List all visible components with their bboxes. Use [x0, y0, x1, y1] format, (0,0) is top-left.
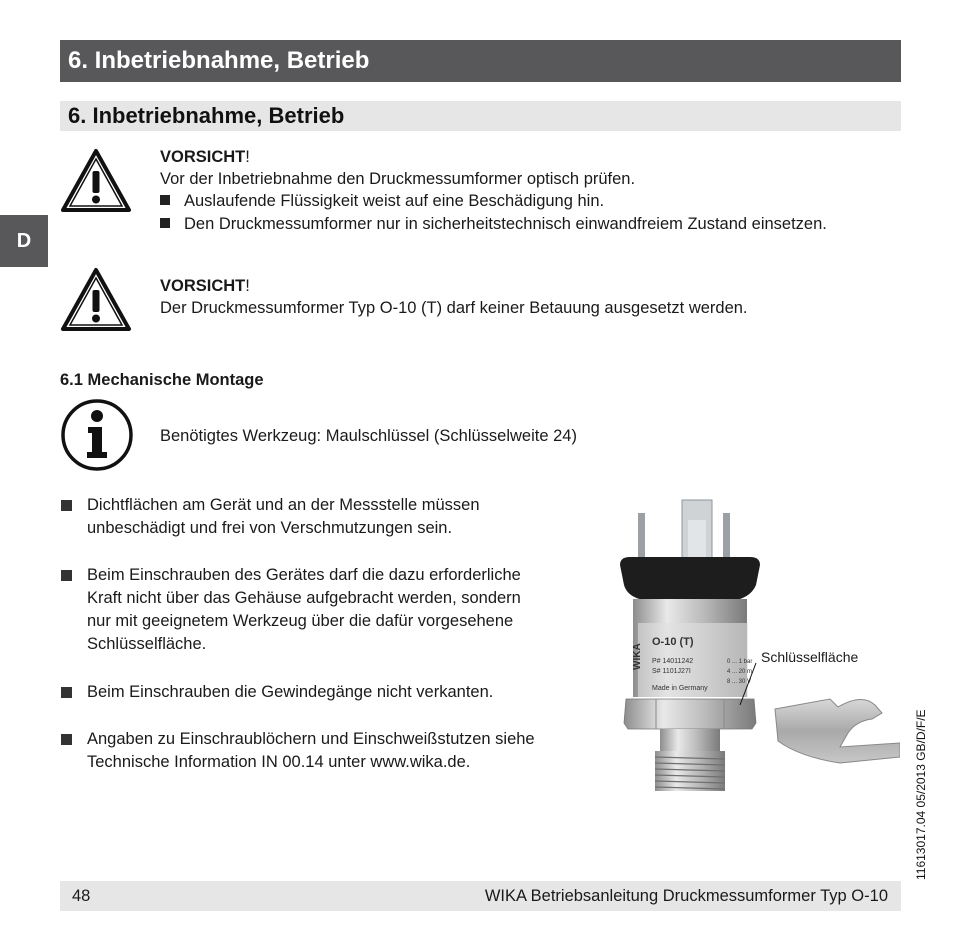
language-tab[interactable]: D	[0, 215, 48, 267]
list-item: Beim Einschrauben die Gewindegänge nicht verkanten.	[61, 681, 601, 706]
label-pn: P# 14011242	[652, 658, 694, 665]
neck	[660, 729, 720, 751]
open-end-wrench	[775, 699, 900, 763]
footer-title: WIKA Betriebsanleitung Druckmessumformer Typ O-10	[484, 887, 888, 905]
caution-2-heading: VORSICHT!	[160, 277, 250, 295]
list-item: Angaben zu Einschraublöchern und Einschweißstutzen siehe Technische Information IN 00.14 unter www.wika.de.	[61, 728, 601, 778]
chapter-title-bar: 6. Inbetriebnahme, Betrieb	[60, 40, 901, 82]
caution-1-bullet: Den Druckmessumformer nur in sicherheitstechnisch einwandfreiem Zustand einsetzen.	[160, 213, 827, 236]
caution-1-bullet: Auslaufende Flüssigkeit weist auf eine Beschädigung hin.	[160, 190, 604, 213]
caution-2-text: Der Druckmessumformer Typ O-10 (T) darf keiner Betauung ausgesetzt werden.	[160, 299, 748, 317]
callout-label: Schlüsselfläche	[761, 649, 859, 665]
page-number: 48	[72, 887, 91, 905]
label-made: Made in Germany	[652, 685, 708, 692]
list-item: Beim Einschrauben des Gerätes darf die dazu erforderliche Kraft nicht über das Gehäuse aufgebracht werden, sondern nur mit geeignetem Werkzeug über die dafür vorgesehene Schlüsselfläche.	[61, 564, 601, 659]
pin	[688, 520, 706, 560]
pin	[723, 513, 730, 563]
hex-nut	[624, 699, 756, 729]
warning-triangle-icon	[60, 148, 132, 214]
warning-triangle-icon	[60, 267, 132, 333]
list-item: Dichtflächen am Gerät und an der Messstelle müssen unbeschädigt und frei von Verschmutzungen sein.	[61, 494, 601, 544]
plug-body	[620, 557, 760, 601]
caution-1-heading: VORSICHT!	[160, 148, 250, 166]
section-title-bar: 6. Inbetriebnahme, Betrieb	[60, 101, 901, 131]
label-brand: WIKA	[632, 643, 643, 670]
document-id: 11613017.04 05/2013 GB/D/F/E	[914, 709, 928, 880]
footer-bar	[60, 881, 901, 911]
pin	[638, 513, 645, 563]
label-range: 0 ... 1 bar	[727, 659, 753, 665]
information-icon	[60, 398, 134, 472]
caution-1-text: Vor der Inbetriebnahme den Druckmessumformer optisch prüfen.	[160, 170, 636, 188]
label-model: O-10 (T)	[652, 636, 694, 648]
subsection-title: 6.1 Mechanische Montage	[60, 371, 264, 389]
label-range: 8 ... 30 V	[727, 679, 752, 685]
label-range: 4 ... 20 m	[727, 669, 753, 675]
label-sn: S# 1101J27I	[652, 668, 691, 675]
info-text: Benötigtes Werkzeug: Maulschlüssel (Schlüsselweite 24)	[160, 427, 577, 445]
